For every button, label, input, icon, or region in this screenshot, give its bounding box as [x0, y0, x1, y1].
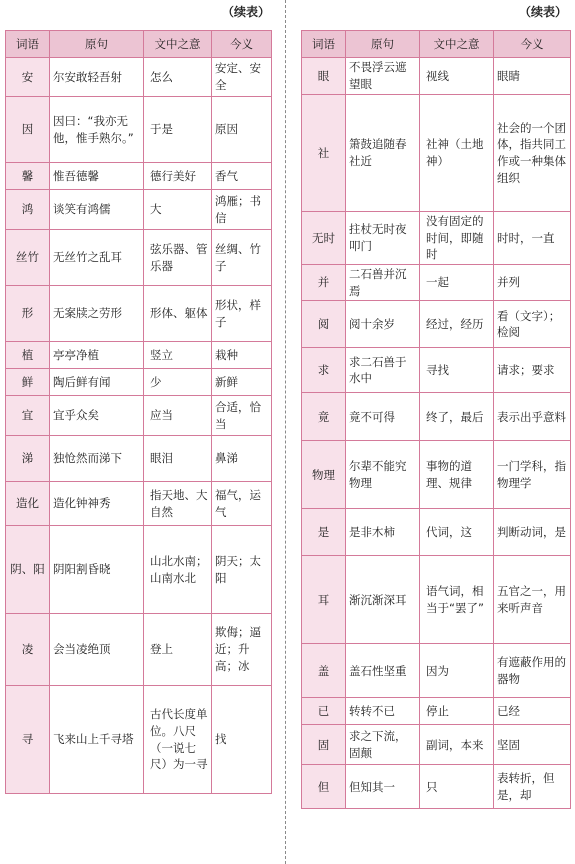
cell-modern: 新鲜	[212, 369, 272, 396]
cell-sentence: 无案牍之劳形	[50, 286, 144, 342]
cell-in-text: 大	[144, 190, 212, 230]
header-in-text: 文中之意	[420, 31, 494, 58]
column-divider	[285, 0, 286, 864]
table-row	[302, 58, 571, 95]
table-row	[302, 644, 571, 698]
cell-in-text: 登上	[144, 614, 212, 686]
cell-word: 物理	[302, 441, 346, 509]
cell-word: 耳	[302, 556, 346, 644]
cell-in-text: 停止	[420, 698, 494, 725]
table-row	[6, 58, 272, 97]
cell-in-text: 终了，最后	[420, 393, 494, 441]
cell-in-text: 代词，这	[420, 509, 494, 556]
cell-in-text: 山北水南；山南水北	[144, 526, 212, 614]
cell-word: 并	[302, 265, 346, 301]
cell-modern: 香气	[212, 163, 272, 190]
cell-word: 植	[6, 342, 50, 369]
table-row	[6, 482, 272, 526]
table-row	[302, 441, 571, 509]
table-body	[302, 58, 571, 809]
header-row	[302, 31, 571, 58]
cell-modern: 找	[212, 686, 272, 794]
cell-sentence: 竟不可得	[346, 393, 420, 441]
cell-sentence: 盖石性坚重	[346, 644, 420, 698]
cell-word: 竟	[302, 393, 346, 441]
table-row	[6, 614, 272, 686]
cell-sentence: 二石兽并沉焉	[346, 265, 420, 301]
cell-in-text: 眼泪	[144, 436, 212, 482]
cell-sentence: 宜乎众矣	[50, 396, 144, 436]
cell-word: 但	[302, 765, 346, 809]
cell-modern: 五官之一，用来听声音	[494, 556, 571, 644]
cell-word: 鸿	[6, 190, 50, 230]
cell-sentence: 无丝竹之乱耳	[50, 230, 144, 286]
table-row	[6, 436, 272, 482]
cell-word: 馨	[6, 163, 50, 190]
cell-modern: 一门学科，指物理学	[494, 441, 571, 509]
table-row	[302, 509, 571, 556]
cell-modern: 有遮蔽作用的器物	[494, 644, 571, 698]
cell-sentence: 箫鼓追随春社近	[346, 95, 420, 212]
cell-sentence: 尔安敢轻吾射	[50, 58, 144, 97]
cell-sentence: 但知其一	[346, 765, 420, 809]
cell-in-text: 古代长度单位。八尺（一说七尺）为一寻	[144, 686, 212, 794]
cell-sentence: 惟吾德馨	[50, 163, 144, 190]
cell-modern: 欺侮；逼近；升高；冰	[212, 614, 272, 686]
cell-sentence: 阴阳割昏晓	[50, 526, 144, 614]
cell-in-text: 视线	[420, 58, 494, 95]
cell-word: 阅	[302, 301, 346, 348]
table-row	[6, 163, 272, 190]
cell-modern: 鸿雁；书信	[212, 190, 272, 230]
table-row	[302, 393, 571, 441]
cell-sentence: 独怆然而涕下	[50, 436, 144, 482]
cell-modern: 原因	[212, 97, 272, 163]
table-row	[302, 212, 571, 265]
header-row	[6, 31, 272, 58]
cell-modern: 并列	[494, 265, 571, 301]
cell-word: 鲜	[6, 369, 50, 396]
cell-sentence: 渐沉渐深耳	[346, 556, 420, 644]
cell-word: 无时	[302, 212, 346, 265]
cell-modern: 社会的一个团体，指共同工作或一种集体组织	[494, 95, 571, 212]
cell-in-text: 形体、躯体	[144, 286, 212, 342]
table-row	[6, 369, 272, 396]
table-row	[302, 725, 571, 765]
cell-sentence: 不畏浮云遮望眼	[346, 58, 420, 95]
cell-word: 安	[6, 58, 50, 97]
cell-sentence: 飞来山上千寻塔	[50, 686, 144, 794]
table-row	[6, 286, 272, 342]
cell-word: 寻	[6, 686, 50, 794]
cell-sentence: 因曰：“我亦无他，惟手熟尔。”	[50, 97, 144, 163]
header-sentence: 原句	[50, 31, 144, 58]
cell-word: 社	[302, 95, 346, 212]
cell-in-text: 只	[420, 765, 494, 809]
cell-sentence: 是非木柿	[346, 509, 420, 556]
cell-sentence: 求之下流，固颠	[346, 725, 420, 765]
cell-in-text: 寻找	[420, 348, 494, 393]
cell-modern: 鼻涕	[212, 436, 272, 482]
cell-modern: 福气，运气	[212, 482, 272, 526]
cell-in-text: 弦乐器、管乐器	[144, 230, 212, 286]
cell-modern: 安定、安全	[212, 58, 272, 97]
table-row	[6, 526, 272, 614]
table-row	[6, 230, 272, 286]
cell-word: 凌	[6, 614, 50, 686]
cell-in-text: 指天地、大自然	[144, 482, 212, 526]
cell-word: 固	[302, 725, 346, 765]
header-word: 词语	[6, 31, 50, 58]
cell-modern: 坚固	[494, 725, 571, 765]
cell-in-text: 副词，本来	[420, 725, 494, 765]
table-row	[6, 97, 272, 163]
cell-word: 是	[302, 509, 346, 556]
table-body	[6, 58, 272, 794]
cell-in-text: 没有固定的时间，即随时	[420, 212, 494, 265]
table-row	[302, 765, 571, 809]
cell-modern: 形状，样子	[212, 286, 272, 342]
cell-word: 阴、阳	[6, 526, 50, 614]
cell-in-text: 于是	[144, 97, 212, 163]
cell-sentence: 求二石兽于水中	[346, 348, 420, 393]
header-word: 词语	[302, 31, 346, 58]
cell-modern: 合适，恰当	[212, 396, 272, 436]
cell-word: 已	[302, 698, 346, 725]
cell-modern: 阴天；太阳	[212, 526, 272, 614]
cell-word: 造化	[6, 482, 50, 526]
table-row	[6, 190, 272, 230]
cell-in-text: 怎么	[144, 58, 212, 97]
cell-in-text: 语气词，相当于“罢了”	[420, 556, 494, 644]
table-row	[302, 265, 571, 301]
cell-word: 丝竹	[6, 230, 50, 286]
cell-modern: 表转折，但是，却	[494, 765, 571, 809]
table-row	[6, 396, 272, 436]
table-row	[302, 301, 571, 348]
header-modern: 今义	[494, 31, 571, 58]
cell-sentence: 会当凌绝顶	[50, 614, 144, 686]
cell-sentence: 谈笑有鸿儒	[50, 190, 144, 230]
cell-sentence: 拄杖无时夜叩门	[346, 212, 420, 265]
header-modern: 今义	[212, 31, 272, 58]
cell-in-text: 事物的道理、规律	[420, 441, 494, 509]
header-sentence: 原句	[346, 31, 420, 58]
vocab-table-right	[301, 30, 571, 809]
table-row	[302, 698, 571, 725]
cell-sentence: 阅十余岁	[346, 301, 420, 348]
table-row	[302, 95, 571, 212]
cell-word: 眼	[302, 58, 346, 95]
cell-in-text: 因为	[420, 644, 494, 698]
vocab-table-left	[5, 30, 272, 794]
cell-modern: 判断动词，是	[494, 509, 571, 556]
table-row	[6, 686, 272, 794]
cell-modern: 请求；要求	[494, 348, 571, 393]
table-row	[302, 348, 571, 393]
cell-sentence: 造化钟神秀	[50, 482, 144, 526]
cell-modern: 时时，一直	[494, 212, 571, 265]
table-row	[302, 556, 571, 644]
cell-in-text: 少	[144, 369, 212, 396]
cell-modern: 已经	[494, 698, 571, 725]
cell-modern: 眼睛	[494, 58, 571, 95]
table-row	[6, 342, 272, 369]
cell-word: 盖	[302, 644, 346, 698]
cell-modern: 表示出乎意料	[494, 393, 571, 441]
cell-word: 求	[302, 348, 346, 393]
header-in-text: 文中之意	[144, 31, 212, 58]
cell-modern: 丝绸、竹子	[212, 230, 272, 286]
cell-sentence: 尔辈不能究物理	[346, 441, 420, 509]
cell-sentence: 亭亭净植	[50, 342, 144, 369]
cell-in-text: 一起	[420, 265, 494, 301]
cell-in-text: 竖立	[144, 342, 212, 369]
cell-in-text: 社神（土地神）	[420, 95, 494, 212]
cell-in-text: 经过，经历	[420, 301, 494, 348]
cell-word: 形	[6, 286, 50, 342]
cell-in-text: 应当	[144, 396, 212, 436]
cell-sentence: 转转不已	[346, 698, 420, 725]
cell-word: 涕	[6, 436, 50, 482]
continued-label-left: （续表）	[222, 5, 271, 19]
continued-label-right: （续表）	[519, 5, 568, 19]
cell-in-text: 德行美好	[144, 163, 212, 190]
cell-modern: 栽种	[212, 342, 272, 369]
cell-modern: 看（文字）；检阅	[494, 301, 571, 348]
cell-word: 宜	[6, 396, 50, 436]
cell-word: 因	[6, 97, 50, 163]
cell-sentence: 陶后鲜有闻	[50, 369, 144, 396]
